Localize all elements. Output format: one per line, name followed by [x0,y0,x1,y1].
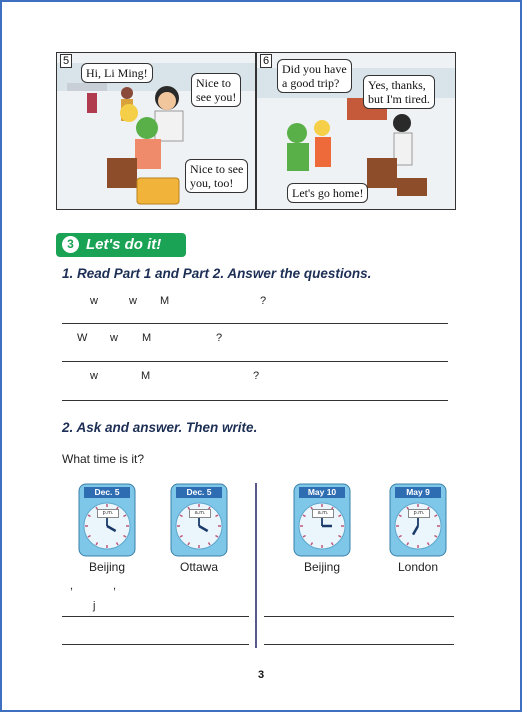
question-fragment: w [90,370,98,382]
part2-heading: 2. Ask and answer. Then write. [62,420,258,435]
answer-line[interactable] [62,644,249,645]
clock-city-label: Ottawa [179,560,218,574]
answer-line[interactable] [62,323,448,324]
answer-line[interactable] [62,400,448,401]
clock-card [170,483,228,557]
section-title: Let's do it! [86,236,162,253]
clock-date: May 10 [307,487,337,497]
comic-panel-5 [56,52,256,210]
section-banner [56,233,186,257]
clock-city-label: London [397,560,439,574]
clock-period: p.m. [408,509,430,518]
question-fragment: w [90,295,98,307]
speech-bubble-nice-to-see-you-too: Nice to see you, too! [185,159,248,193]
part1-heading: 1. Read Part 1 and Part 2. Answer the questions. [62,266,372,281]
clock-card [293,483,351,557]
clock-date: Dec. 5 [94,487,120,497]
clock-card [389,483,447,557]
panel-number: 6 [260,54,272,68]
clock-period: p.m. [97,509,119,518]
text-fragment: j [93,600,96,612]
question-fragment: W [77,332,88,344]
text-fragment: , [70,580,74,592]
clock-period: a.m. [189,509,211,518]
clock-period: a.m. [312,509,334,518]
clock-date: May 9 [406,487,430,497]
question-fragment: ? [253,370,260,382]
speech-bubble-nice-to-see-you: Nice to see you! [191,73,241,107]
answer-line[interactable] [264,616,454,617]
answer-line[interactable] [62,616,249,617]
comic-panel-6 [256,52,456,210]
question-fragment: M [142,332,152,344]
text-fragment: , [113,580,117,592]
question-fragment: ? [260,295,267,307]
clock-city-label: Beijing [88,560,126,574]
clock-date: Dec. 5 [186,487,212,497]
speech-bubble-hi-li-ming: Hi, Li Ming! [81,63,153,83]
speech-bubble-did-you-have-a-good-trip: Did you have a good trip? [277,59,352,93]
clock-city-label: Beijing [303,560,341,574]
question-fragment: w [129,295,137,307]
prompt-what-time: What time is it? [62,452,145,466]
comic-strip [56,52,456,208]
panel-number: 5 [60,54,72,68]
speech-bubble-lets-go-home: Let's go home! [287,183,368,203]
answer-line[interactable] [264,644,454,645]
answer-line[interactable] [62,361,448,362]
question-fragment: w [110,332,118,344]
section-number: 3 [62,236,79,253]
clock-card [78,483,136,557]
section-divider [255,483,257,648]
question-fragment: ? [216,332,223,344]
speech-bubble-yes-thanks: Yes, thanks, but I'm tired. [363,75,435,109]
question-fragment: M [141,370,151,382]
page-number: 3 [257,669,265,681]
question-fragment: M [160,295,170,307]
